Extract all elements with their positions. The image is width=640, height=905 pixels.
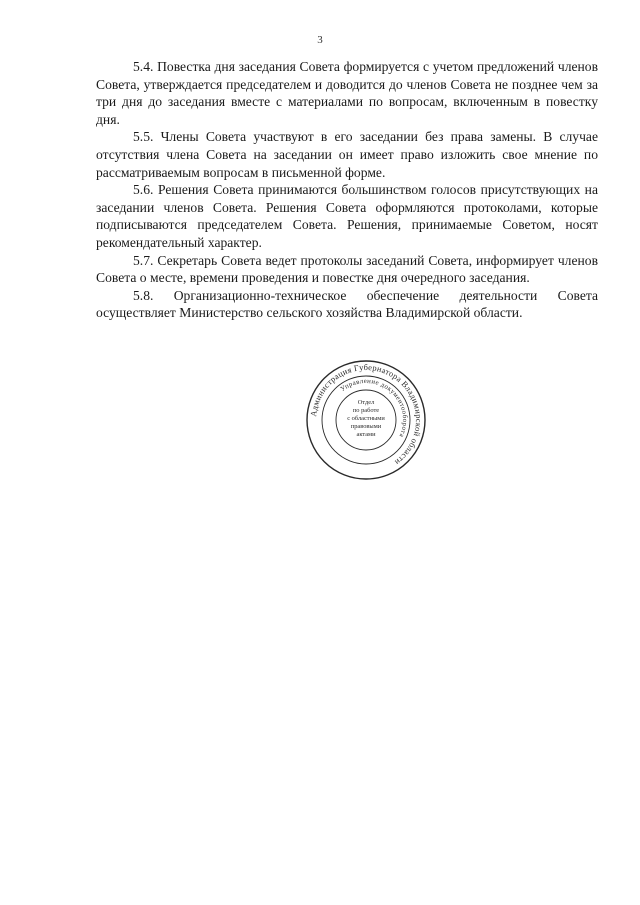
document-body [96, 58, 598, 322]
seal-center-line-3: с областными [347, 415, 385, 422]
paragraph-5-5: 5.5. Члены Совета участвуют в его заседании без права замены. В случае отсутствия члена Совета на заседании он имеет право изложить свое мнение по рассматриваемым вопросам в письменной форме. [96, 129, 598, 180]
official-seal [304, 358, 428, 482]
paragraph-5-6: 5.6. Решения Совета принимаются большинством голосов присутствующих на заседании членов Совета. Решения Совета оформляются протоколами, которые подписываются председателем Совета. Решения, принимаемые Советом, носят рекомендательный характер. [96, 182, 598, 250]
seal-center-line-5: актами [356, 431, 376, 438]
seal-graphic [304, 358, 428, 482]
paragraph-5-8: 5.8. Организационно-техническое обеспечение деятельности Совета осуществляет Министерство сельского хозяйства Владимирской области. [96, 287, 598, 321]
seal-center-line-2: по работе [352, 407, 380, 414]
paragraph-5-4: 5.4. Повестка дня заседания Совета формируется с учетом предложений членов Совета, утверждается председателем и доводится до членов Совета не позднее чем за три дня до заседания вместе с материалами по вопросам, включенным в повестку дня. [96, 59, 598, 127]
seal-outer-text: Администрация Губернатора Владимирской области [309, 362, 424, 468]
seal-center-line-4: правовыми [350, 423, 382, 430]
seal-center-line-1: Отдел [357, 399, 375, 406]
seal-inner-text: Управление документооборота [339, 377, 409, 439]
page-number: 3 [317, 34, 323, 46]
paragraph-5-7: 5.7. Секретарь Совета ведет протоколы заседаний Совета, информирует членов Совета о месте, времени проведения и повестке дня очередного заседания. [96, 252, 598, 286]
